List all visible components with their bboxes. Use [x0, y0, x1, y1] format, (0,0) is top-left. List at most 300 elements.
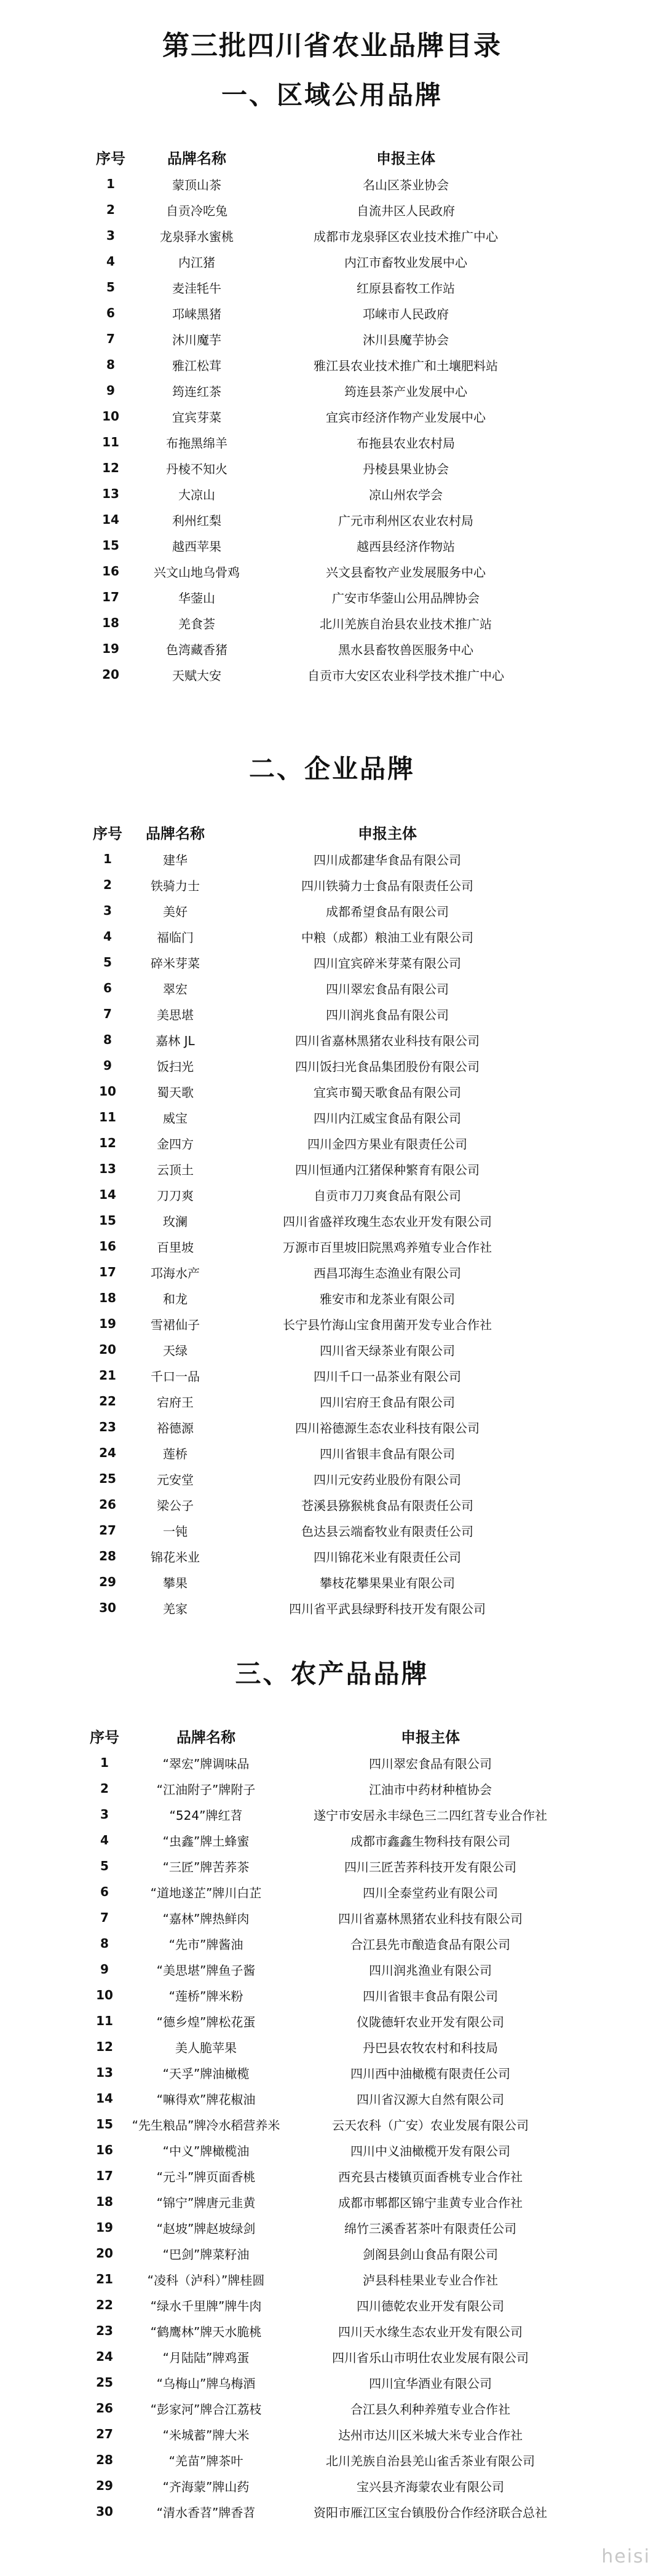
row-brand-name: “三匠”牌苦荞茶 — [162, 1859, 250, 1875]
header-org: 申报主体 — [358, 824, 417, 842]
table-row — [0, 429, 664, 455]
row-num: 19 — [99, 1316, 116, 1331]
row-num: 4 — [103, 929, 112, 944]
row-applicant: 凉山州农学会 — [369, 487, 443, 502]
table-row — [0, 481, 664, 507]
row-brand-name: 元安堂 — [157, 1472, 194, 1487]
row-brand-name: “乌梅山”牌乌梅酒 — [156, 2376, 256, 2391]
row-applicant: 遂宁市安居永丰绿色三二四红苕专业合作社 — [314, 1808, 547, 1823]
row-num: 6 — [106, 306, 115, 320]
row-applicant: 北川羌族自治县羌山雀舌茶业有限公司 — [326, 2453, 535, 2468]
row-applicant: 四川中义油橄榄开发有限公司 — [350, 2143, 510, 2159]
row-num: 6 — [103, 981, 112, 995]
table-row — [0, 1027, 664, 1053]
row-brand-name: “江油附子”牌附子 — [156, 1782, 256, 1797]
row-brand-name: 蜀天歌 — [157, 1085, 194, 1100]
row-brand-name: 丹棱不知火 — [166, 461, 227, 476]
row-num: 10 — [96, 1988, 113, 2002]
row-num: 10 — [99, 1084, 116, 1099]
row-applicant: 四川天水缘生态农业开发有限公司 — [338, 2324, 523, 2339]
row-num: 9 — [100, 1962, 109, 1977]
row-applicant: 四川恒通内江猪保种繁育有限公司 — [295, 1162, 480, 1177]
row-applicant: 广元市利州区农业农村局 — [338, 513, 473, 528]
row-applicant: 邛崃市人民政府 — [363, 306, 449, 322]
row-applicant: 江油市中药材种植协会 — [369, 1782, 492, 1797]
row-applicant: 四川省天绿茶业有限公司 — [320, 1343, 455, 1358]
table-row — [0, 532, 664, 558]
row-num: 30 — [96, 2504, 113, 2519]
row-applicant: 四川润兆渔业有限公司 — [369, 1962, 492, 1978]
row-num: 3 — [100, 1807, 109, 1822]
header-brand: 品牌名称 — [146, 824, 205, 842]
table-row — [0, 1337, 664, 1362]
row-brand-name: “翠宏”牌调味品 — [162, 1756, 250, 1771]
table-row — [0, 197, 664, 223]
table-row — [0, 1466, 664, 1491]
product-brand-table — [0, 1721, 664, 2524]
row-num: 8 — [100, 1936, 109, 1951]
watermark: heisi — [601, 2546, 650, 2567]
row-brand-name: 铁骑力士 — [151, 878, 200, 893]
table-row — [0, 558, 664, 584]
table-row — [0, 662, 664, 687]
table-row — [0, 1259, 664, 1285]
table-row — [0, 1053, 664, 1078]
row-applicant: 四川元安药业股份有限公司 — [314, 1472, 461, 1487]
row-num: 28 — [99, 1549, 116, 1563]
row-applicant: 合江县先市酿造食品有限公司 — [350, 1937, 510, 1952]
row-brand-name: 邛海水产 — [151, 1265, 200, 1281]
row-brand-name: 雅江松茸 — [172, 358, 221, 373]
table-row — [0, 248, 664, 274]
row-applicant: 四川润兆食品有限公司 — [326, 1007, 449, 1022]
row-num: 11 — [102, 435, 119, 449]
row-num: 29 — [99, 1574, 116, 1589]
row-num: 22 — [96, 2297, 113, 2312]
row-num: 12 — [99, 1136, 116, 1150]
row-num: 23 — [99, 1420, 116, 1434]
table-row — [0, 1207, 664, 1233]
table-row — [0, 507, 664, 532]
table-row — [0, 1827, 664, 1853]
table-row — [0, 584, 664, 610]
row-num: 10 — [102, 409, 119, 424]
row-applicant: 四川德乾农业开发有限公司 — [357, 2298, 504, 2313]
row-num: 29 — [96, 2478, 113, 2493]
row-num: 13 — [102, 486, 119, 501]
row-applicant: 绵竹三溪香茗茶叶有限责任公司 — [344, 2221, 516, 2236]
row-num: 14 — [99, 1187, 116, 1202]
row-brand-name: 龙泉驿水蜜桃 — [160, 229, 234, 244]
row-applicant: 泸县科桂果业专业合作社 — [363, 2272, 498, 2288]
row-applicant: 四川省嘉林黑猪农业科技有限公司 — [295, 1033, 480, 1048]
row-num: 8 — [103, 1032, 112, 1047]
row-brand-name: 裕德源 — [157, 1420, 194, 1436]
table-row — [0, 1104, 664, 1130]
row-applicant: 四川全泰堂药业有限公司 — [363, 1885, 498, 1900]
table-row — [0, 171, 664, 197]
header-num: 序号 — [93, 824, 122, 842]
row-num: 2 — [103, 877, 112, 892]
row-applicant: 四川宜宾碎米芽菜有限公司 — [314, 955, 461, 971]
row-num: 15 — [102, 538, 119, 553]
row-brand-name: 内江猪 — [178, 255, 215, 270]
row-brand-name: 麦洼牦牛 — [172, 280, 221, 296]
row-brand-name: 威宝 — [163, 1110, 188, 1126]
row-applicant: 西充县古楼镇页面香桃专业合作社 — [338, 2169, 523, 2184]
row-num: 18 — [96, 2194, 113, 2209]
row-num: 24 — [99, 1445, 116, 1460]
row-applicant: 宜宾市蜀天歌食品有限公司 — [314, 1085, 461, 1100]
row-brand-name: 玫澜 — [163, 1214, 188, 1229]
row-num: 23 — [96, 2323, 113, 2338]
row-brand-name: “彭家河”牌合江荔枝 — [150, 2401, 262, 2417]
table-row — [0, 2008, 664, 2034]
row-applicant: 四川省银丰食品有限公司 — [363, 1988, 498, 2004]
row-num: 13 — [96, 2065, 113, 2080]
table-header — [0, 1721, 664, 1750]
table-row — [0, 2163, 664, 2189]
row-brand-name: 碎米芽菜 — [151, 955, 200, 971]
table-row — [0, 403, 664, 429]
row-brand-name: 越西苹果 — [172, 539, 221, 554]
row-applicant: 四川翠宏食品有限公司 — [326, 981, 449, 997]
table-row — [0, 1543, 664, 1569]
row-brand-name: 福临门 — [157, 930, 194, 945]
table-row — [0, 1776, 664, 1801]
row-num: 1 — [103, 851, 112, 866]
row-applicant: 四川锦花米业有限责任公司 — [314, 1549, 461, 1565]
row-applicant: 北川羌族自治县农业技术推广站 — [320, 616, 492, 631]
table-row — [0, 1414, 664, 1440]
table-row — [0, 2499, 664, 2524]
row-num: 1 — [100, 1755, 109, 1770]
table-row — [0, 223, 664, 248]
table-row — [0, 1491, 664, 1517]
table-row — [0, 898, 664, 923]
row-applicant: 自贡市刀刀爽食品有限公司 — [314, 1188, 461, 1203]
table-row — [0, 1750, 664, 1776]
row-brand-name: 羌家 — [163, 1601, 188, 1616]
table-row — [0, 1905, 664, 1930]
row-num: 11 — [99, 1110, 116, 1124]
row-applicant: 四川翠宏食品有限公司 — [369, 1756, 492, 1771]
row-num: 28 — [96, 2452, 113, 2467]
table-header — [0, 143, 664, 171]
row-applicant: 四川省银丰食品有限公司 — [320, 1446, 455, 1461]
table-row — [0, 872, 664, 898]
row-brand-name: 莲桥 — [163, 1446, 188, 1461]
row-num: 27 — [96, 2427, 113, 2441]
row-applicant: 四川内江威宝食品有限公司 — [314, 1110, 461, 1126]
row-applicant: 宜宾市经济作物产业发展中心 — [326, 409, 486, 425]
row-brand-name: “嘛得欢”牌花椒油 — [156, 2092, 256, 2107]
row-num: 17 — [99, 1265, 116, 1279]
table-row — [0, 274, 664, 300]
row-num: 15 — [99, 1213, 116, 1228]
row-brand-name: 天绿 — [163, 1343, 188, 1358]
row-num: 6 — [100, 1884, 109, 1899]
table-row — [0, 2318, 664, 2344]
row-num: 27 — [99, 1523, 116, 1538]
table-row — [0, 1285, 664, 1311]
row-brand-name: 攀果 — [163, 1575, 188, 1590]
table-row — [0, 300, 664, 326]
table-row — [0, 1182, 664, 1207]
row-num: 9 — [106, 383, 115, 398]
row-applicant: 四川三匠苦荞科技开发有限公司 — [344, 1859, 516, 1875]
row-brand-name: 嘉林 JL — [156, 1033, 195, 1048]
table-row — [0, 1879, 664, 1905]
row-brand-name: 蒙顶山茶 — [172, 177, 221, 192]
row-brand-name: “清水香苕”牌香苕 — [156, 2505, 256, 2520]
table-row — [0, 1801, 664, 1827]
table-row — [0, 2214, 664, 2240]
row-num: 1 — [106, 176, 115, 191]
row-brand-name: 布拖黑绵羊 — [166, 435, 227, 451]
row-applicant: 越西县经济作物站 — [357, 539, 455, 554]
row-num: 3 — [103, 903, 112, 918]
table-row — [0, 1517, 664, 1543]
row-brand-name: “凌科（泸科）”牌桂圆 — [147, 2272, 265, 2288]
table-row — [0, 1956, 664, 1982]
row-num: 15 — [96, 2117, 113, 2132]
row-applicant: 合江县久利种养殖专业合作社 — [350, 2401, 510, 2417]
row-num: 25 — [96, 2375, 113, 2390]
table-row — [0, 1233, 664, 1259]
row-brand-name: “月陆陆”牌鸡蛋 — [162, 2350, 250, 2365]
row-applicant: 云天农科（广安）农业发展有限公司 — [332, 2117, 529, 2133]
row-num: 13 — [99, 1161, 116, 1176]
row-num: 5 — [100, 1859, 109, 1873]
table-row — [0, 2240, 664, 2266]
header-org: 申报主体 — [376, 149, 435, 167]
row-applicant: 四川省汉源大自然有限公司 — [357, 2092, 504, 2107]
row-brand-name: “虫鑫”牌土蜂蜜 — [162, 1833, 250, 1849]
table-row — [0, 2421, 664, 2447]
row-brand-name: 建华 — [163, 852, 188, 867]
row-applicant: 自流井区人民政府 — [357, 203, 455, 218]
row-num: 26 — [96, 2401, 113, 2416]
table-row — [0, 1156, 664, 1182]
row-applicant: 达州市达川区米城大米专业合作社 — [338, 2427, 523, 2443]
table-row — [0, 1362, 664, 1388]
table-row — [0, 2447, 664, 2473]
row-applicant: 沐川县魔芋协会 — [363, 332, 449, 347]
row-applicant: 黑水县畜牧兽医服务中心 — [338, 642, 473, 657]
row-num: 18 — [99, 1290, 116, 1305]
row-applicant: 四川宕府王食品有限公司 — [320, 1394, 455, 1410]
row-brand-name: “锦宁”牌唐元韭黄 — [156, 2195, 256, 2210]
row-applicant: 仪陇德轩农业开发有限公司 — [357, 2014, 504, 2029]
row-brand-name: “羌苗”牌茶叶 — [168, 2453, 243, 2468]
table-row — [0, 2266, 664, 2292]
header-brand: 品牌名称 — [167, 149, 226, 167]
row-num: 7 — [103, 1006, 112, 1021]
table-row — [0, 2060, 664, 2085]
row-applicant: 成都市郫都区锦宁韭黄专业合作社 — [338, 2195, 523, 2210]
row-brand-name: “524”牌红苕 — [169, 1808, 243, 1823]
row-num: 5 — [103, 955, 112, 970]
row-applicant: 雅江县农业技术推广和土壤肥料站 — [314, 358, 498, 373]
row-brand-name: 利州红梨 — [172, 513, 221, 528]
regional-brand-table — [0, 143, 664, 687]
row-brand-name: “元斗”牌页面香桃 — [156, 2169, 256, 2184]
row-num: 12 — [96, 2039, 113, 2054]
row-applicant: 丹巴县农牧农村和科技局 — [363, 2040, 498, 2055]
table-row — [0, 2034, 664, 2060]
row-brand-name: 美人脆苹果 — [175, 2040, 237, 2055]
row-applicant: 剑阁县剑山食品有限公司 — [363, 2246, 498, 2262]
table-row — [0, 2085, 664, 2111]
header-brand: 品牌名称 — [176, 1728, 235, 1746]
row-brand-name: “齐海蒙”牌山药 — [162, 2479, 250, 2494]
row-brand-name: 色湾藏香猪 — [166, 642, 227, 657]
row-num: 16 — [99, 1239, 116, 1254]
table-row — [0, 2369, 664, 2395]
table-row — [0, 846, 664, 872]
row-applicant: 宝兴县齐海蒙农业有限公司 — [357, 2479, 504, 2494]
row-applicant: 内江市畜牧业发展中心 — [344, 255, 467, 270]
table-header — [0, 818, 664, 846]
row-brand-name: 羌食荟 — [178, 616, 215, 631]
row-applicant: 成都市龙泉驿区农业技术推广中心 — [314, 229, 498, 244]
row-num: 21 — [96, 2272, 113, 2286]
row-num: 20 — [102, 667, 119, 682]
table-row — [0, 636, 664, 662]
row-num: 17 — [102, 590, 119, 604]
row-num: 2 — [100, 1781, 109, 1796]
table-row — [0, 1078, 664, 1104]
row-applicant: 四川省嘉林黑猪农业科技有限公司 — [338, 1911, 523, 1926]
row-num: 25 — [99, 1471, 116, 1486]
table-row — [0, 2344, 664, 2369]
row-applicant: 攀枝花攀果果业有限公司 — [320, 1575, 455, 1590]
header-num: 序号 — [90, 1728, 119, 1746]
row-brand-name: “美思堪”牌鱼子酱 — [156, 1962, 256, 1978]
row-num: 22 — [99, 1394, 116, 1409]
row-num: 7 — [106, 331, 115, 346]
row-brand-name: 宕府王 — [157, 1394, 194, 1410]
row-applicant: 成都市鑫鑫生物科技有限公司 — [350, 1833, 510, 1849]
row-num: 12 — [102, 460, 119, 475]
row-applicant: 四川成都建华食品有限公司 — [314, 852, 461, 867]
row-applicant: 资阳市雁江区宝台镇股份合作经济联合总社 — [314, 2505, 547, 2520]
enterprise-brand-table — [0, 818, 664, 1621]
row-applicant: 色达县云端畜牧业有限责任公司 — [301, 1523, 473, 1539]
row-applicant: 万源市百里坡旧院黑鸡养殖专业合作社 — [283, 1239, 492, 1255]
table-row — [0, 2137, 664, 2163]
table-row — [0, 377, 664, 403]
table-row — [0, 1130, 664, 1156]
row-applicant: 四川饭扫光食品集团股份有限公司 — [295, 1059, 480, 1074]
row-num: 14 — [102, 512, 119, 527]
row-brand-name: 云顶土 — [157, 1162, 194, 1177]
row-num: 5 — [106, 280, 115, 294]
row-applicant: 红原县畜牧工作站 — [357, 280, 455, 296]
row-brand-name: 大凉山 — [178, 487, 215, 502]
table-row — [0, 455, 664, 481]
row-applicant: 广安市华蓥山公用品牌协会 — [332, 590, 480, 606]
row-num: 19 — [102, 641, 119, 656]
table-row — [0, 949, 664, 975]
row-num: 20 — [99, 1342, 116, 1357]
row-brand-name: 翠宏 — [163, 981, 188, 997]
row-applicant: 布拖县农业农村局 — [357, 435, 455, 451]
header-org: 申报主体 — [401, 1728, 460, 1746]
table-row — [0, 2292, 664, 2318]
table-row — [0, 1388, 664, 1414]
row-num: 19 — [96, 2220, 113, 2235]
row-brand-name: “莲桥”牌米粉 — [168, 1988, 243, 2004]
row-applicant: 筠连县茶产业发展中心 — [344, 384, 467, 399]
table-row — [0, 923, 664, 949]
row-brand-name: “鹤鹰林”牌天水脆桃 — [150, 2324, 262, 2339]
row-brand-name: “嘉林”牌热鲜肉 — [162, 1911, 250, 1926]
row-brand-name: 梁公子 — [157, 1498, 194, 1513]
row-num: 20 — [96, 2246, 113, 2261]
row-brand-name: 和龙 — [163, 1291, 188, 1306]
table-row — [0, 1930, 664, 1956]
row-applicant: 苍溪县猕猴桃食品有限责任公司 — [301, 1498, 473, 1513]
row-num: 11 — [96, 2013, 113, 2028]
row-num: 16 — [96, 2143, 113, 2157]
row-brand-name: “米城蓄”牌大米 — [162, 2427, 250, 2443]
row-applicant: 雅安市和龙茶业有限公司 — [320, 1291, 455, 1306]
row-brand-name: 金四方 — [157, 1136, 194, 1152]
row-applicant: 长宁县竹海山宝食用菌开发专业合作社 — [283, 1317, 492, 1332]
row-brand-name: 自贡冷吃兔 — [166, 203, 227, 218]
row-num: 18 — [102, 615, 119, 630]
row-brand-name: “先市”牌酱油 — [168, 1937, 243, 1952]
row-brand-name: 沐川魔芋 — [172, 332, 221, 347]
row-num: 4 — [106, 254, 115, 269]
row-brand-name: 雪裙仙子 — [151, 1317, 200, 1332]
row-num: 30 — [99, 1600, 116, 1615]
row-brand-name: 宜宾芽菜 — [172, 409, 221, 425]
section-title-product: 三、农产品品牌 — [235, 1659, 429, 1689]
table-row — [0, 1853, 664, 1879]
row-applicant: 四川裕德源生态农业科技有限公司 — [295, 1420, 480, 1436]
row-brand-name: 邛崃黑猪 — [172, 306, 221, 322]
table-row — [0, 2395, 664, 2421]
row-brand-name: 一钝 — [163, 1523, 188, 1539]
row-brand-name: 百里坡 — [157, 1239, 194, 1255]
row-num: 8 — [106, 357, 115, 372]
row-num: 7 — [100, 1910, 109, 1925]
row-applicant: 四川千口一品茶业有限公司 — [314, 1369, 461, 1384]
row-num: 9 — [103, 1058, 112, 1073]
table-row — [0, 1595, 664, 1621]
row-applicant: 四川宜华酒业有限公司 — [369, 2376, 492, 2391]
table-row — [0, 1311, 664, 1337]
row-num: 24 — [96, 2349, 113, 2364]
row-applicant: 兴文县畜牧产业发展服务中心 — [326, 564, 486, 580]
row-num: 2 — [106, 202, 115, 217]
row-brand-name: “先生粮品”牌冷水稻营养米 — [132, 2117, 280, 2133]
row-applicant: 丹棱县果业协会 — [363, 461, 449, 476]
row-brand-name: “天孚”牌油橄榄 — [162, 2066, 250, 2081]
section-title-regional: 一、区域公用品牌 — [221, 80, 443, 110]
row-applicant: 成都希望食品有限公司 — [326, 904, 449, 919]
page-title: 第三批四川省农业品牌目录 — [162, 30, 502, 61]
row-brand-name: 兴文山地乌骨鸡 — [154, 564, 240, 580]
row-applicant: 四川省盛祥玫瑰生态农业开发有限公司 — [283, 1214, 492, 1229]
row-brand-name: “中义”牌橄榄油 — [162, 2143, 250, 2159]
row-brand-name: 美思堪 — [157, 1007, 194, 1022]
table-row — [0, 326, 664, 352]
row-brand-name: 筠连红茶 — [172, 384, 221, 399]
